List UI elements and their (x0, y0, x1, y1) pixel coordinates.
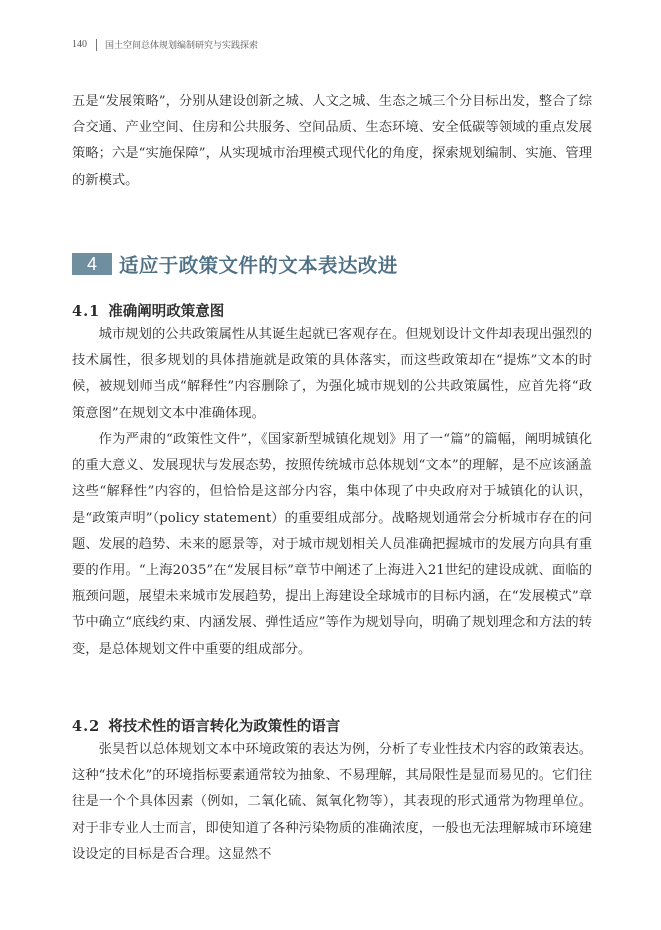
book-title: 国土空间总体规划编制研究与实践探索 (105, 41, 259, 51)
section-title: 适应于政策文件的文本表达改进 (119, 254, 398, 277)
page-number: 140 (72, 39, 87, 50)
subsection-title: 准确阐明政策意图 (108, 303, 225, 320)
subsection-heading-4-1 (72, 300, 224, 321)
body-paragraph: 张昊哲以总体规划文本中环境政策的表达为例，分析了专业性技术内容的政策表达。这种“技术化”的环境指标要素通常较为抽象、不易理解，其局限性是显而易见的。它们往往是一个个具体因素（例如，二氧化硫、氮氧化物等），其表现的形式通常为物理单位。对于非专业人士而言，即使知道了各种污染物质的准确浓度，一般也无法理解城市环境建设设定的目标是否合理。这显然不 (72, 742, 592, 862)
intro-paragraph: 五是“发展策略”，分别从建设创新之城、人文之城、生态之城三个分目标出发，整合了综合交通、产业空间、住房和公共服务、空间品质、生态环境、安全低碳等领域的重点发展策略；六是“实施保障”，从实现城市治理模式现代化的角度，探索规划编制、实施、管理的新模式。 (72, 94, 592, 188)
subsection-number: 4.2 (72, 718, 101, 735)
subsection-title: 将技术性的语言转化为政策性的语言 (108, 718, 341, 735)
section-heading (72, 250, 398, 278)
section-number-badge: 4 (72, 253, 112, 275)
subsection-number: 4.1 (72, 303, 101, 320)
header-divider (96, 39, 97, 51)
subsection-heading-4-2 (72, 715, 340, 736)
body-paragraph: 城市规划的公共政策属性从其诞生起就已客观存在。但规划设计文件却表现出强烈的技术属性，很多规划的具体措施就是政策的具体落实，而这些政策却在“提炼”文本的时候，被规划师当成“解释性”内容删除了，为强化城市规划的公共政策属性，应首先将“政策意图”在规划文本中准确体现。 (72, 327, 592, 421)
running-header (72, 38, 258, 51)
body-paragraph: 作为严肃的“政策性文件”，《国家新型城镇化规划》用了一“篇”的篇幅，阐明城镇化的重大意义、发展现状与发展态势，按照传统城市总体规划“文本”的理解，是不应该涵盖这些“解释性”内容的，但恰恰是这部分内容，集中体现了中央政府对于城镇化的认识，是“政策声明”（policy statement）的重要组成部分。战略规划通常会分析城市存在的问题、发展的趋势、未来的愿景等，对于城市规划相关人员准确把握城市的发展方向具有重要的作用。“上海2035”在“发展目标”章节中阐述了上海进入21世纪的建设成就、面临的瓶颈问题，展望未来城市发展趋势，提出上海建设全球城市的目标内涵，在“发展模式”章节中确立“底线约束、内涵发展、弹性适应”等作为规划导向，明确了规划理念和方法的转变，是总体规划文件中重要的组成部分。 (72, 432, 592, 657)
